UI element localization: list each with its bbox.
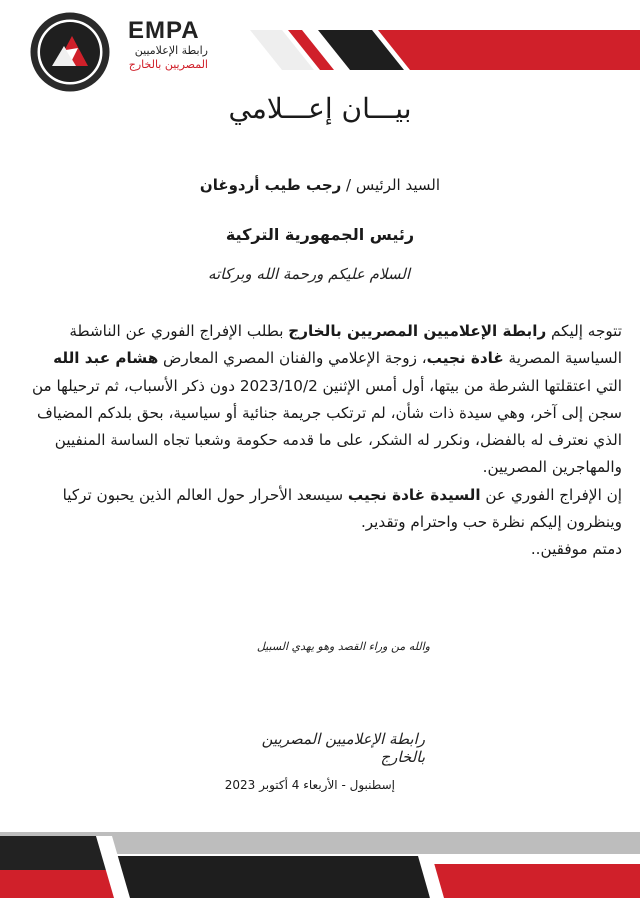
logo-arabic-line1: رابطة الإعلاميين bbox=[134, 44, 208, 57]
logo-wordmark bbox=[128, 18, 208, 72]
signature: رابطة الإعلاميين المصريين بالخارج bbox=[261, 730, 425, 766]
letter-body bbox=[28, 318, 622, 564]
body-paragraph-2 bbox=[28, 482, 622, 537]
footer-stripe-red-right bbox=[430, 864, 640, 898]
logo-arabic-line2: المصريين بالخارج bbox=[128, 58, 208, 71]
organization-name: رابطة الإعلاميين المصريين بالخارج bbox=[288, 322, 547, 340]
text-run: إن الإفراج الفوري عن bbox=[480, 485, 622, 504]
body-paragraph-1 bbox=[28, 318, 622, 482]
footer-stripe-dark-mid bbox=[112, 856, 430, 898]
logo-name: EMPA bbox=[128, 17, 200, 44]
header-stripe-red-wide bbox=[378, 30, 640, 70]
footer-banner bbox=[0, 810, 640, 898]
letterhead-banner bbox=[0, 0, 640, 100]
dateline: إسطنبول - الأربعاء 4 أكتوبر 2023 bbox=[224, 778, 395, 792]
empa-seal-logo bbox=[32, 14, 108, 90]
husband-name: هشام عبد الله bbox=[53, 349, 159, 368]
greeting: السلام عليكم ورحمة الله وبركاته bbox=[208, 265, 410, 283]
closing-phrase: والله من وراء القصد وهو يهدي السبيل bbox=[256, 640, 430, 653]
recipient-title: رئيس الجمهورية التركية bbox=[225, 225, 415, 244]
text-run: ، زوجة الإعلامي والفنان المصري المعارض bbox=[158, 349, 427, 368]
detainee-name: غادة نجيب bbox=[426, 349, 504, 368]
detainee-name-2: السيدة غادة نجيب bbox=[347, 485, 481, 504]
body-paragraph-3: دمتم موفقين.. bbox=[530, 540, 622, 559]
text-run: التي اعتقلتها الشرطة من بيتها، أول أمس الإثنين 2023/10/2 دون ذكر الأسباب، ثم ترحيلها من سجن إلى آخر، وهي سيدة ذات شأن، لم ترتكب جريمة جنائية أو سياسية، بحق بلدكم المضياف الذي نعترف له بالفضل، ونكرر له الشكر، على ما قدمه حكومة وشعبا تجاه الساسة المنفيين والمهاجرين المصريين. bbox=[31, 376, 622, 477]
footer-stripe-dark-left bbox=[0, 836, 110, 870]
addressee-line bbox=[140, 176, 440, 194]
document-title: بيـــان إعـــلامي bbox=[228, 92, 412, 125]
addressee-prefix: السيد الرئيس / bbox=[341, 176, 440, 194]
text-run: تتوجه إليكم bbox=[546, 322, 622, 340]
text-run: سيسعد الأحرار حول العالم الذين يحبون تركيا وينظرون إليكم نظرة حب واحترام وتقدير. bbox=[62, 485, 622, 532]
addressee-name: رجب طيب أردوغان bbox=[199, 176, 342, 194]
text-run: بطلب الإفراج الفوري عن الناشطة السياسية المصرية bbox=[69, 322, 622, 368]
